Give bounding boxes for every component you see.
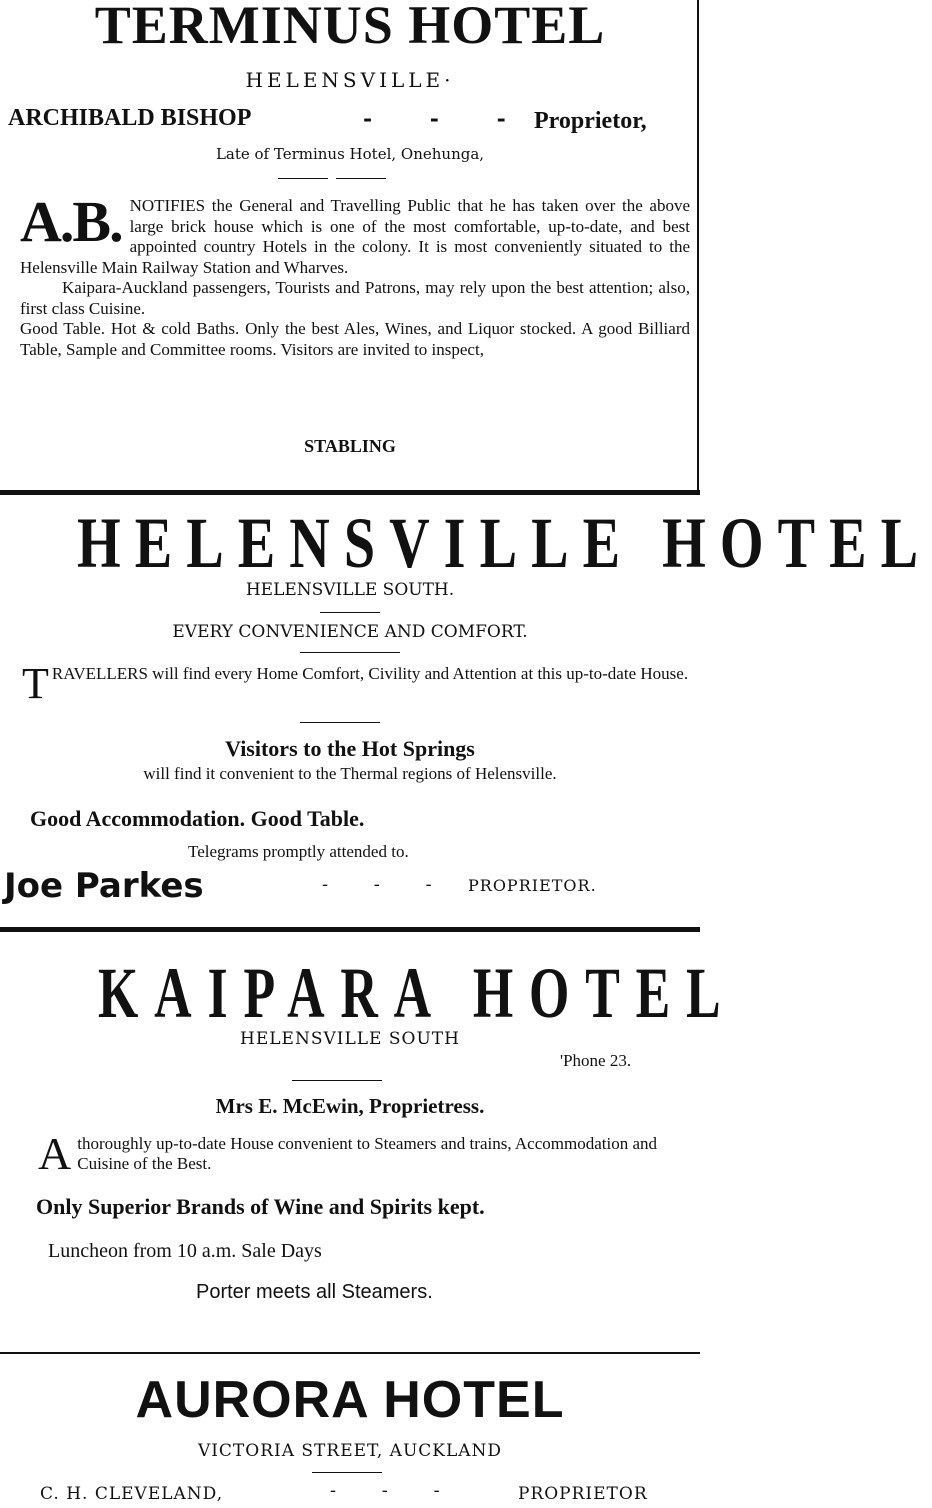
helensville-convenience: EVERY CONVENIENCE AND COMFORT. (172, 622, 528, 642)
section-divider (0, 490, 700, 495)
helensville-body-text: RAVELLERS will find every Home Comfort, Civility and Attention at this up-to-date House. (51, 664, 689, 683)
divider (292, 1080, 382, 1081)
kaipara-porter: Porter meets all Steamers. (196, 1281, 433, 1303)
helensville-subtitle: HELENSVILLE SOUTH. (245, 580, 455, 600)
helensville-accommodation: Good Accommodation. Good Table. (30, 806, 365, 831)
terminus-para-3: Good Table. Hot & cold Baths. Only the best Ales, Wines, and Liquor stocked. A good Billiard Table, Sample and Committee rooms. Visitors are invited to inspect, (20, 319, 690, 359)
kaipara-wine: Only Superior Brands of Wine and Spirits kept. (36, 1194, 485, 1219)
helensville-proprietor-role: PROPRIETOR. (468, 876, 597, 895)
aurora-subtitle: VICTORIA STREET, AUCKLAND (197, 1441, 503, 1461)
terminus-town: HELENSVILLE· (245, 68, 455, 92)
helensville-proprietor-name: Joe Parkes (4, 866, 204, 906)
terminus-dashes: - - - (363, 106, 506, 132)
kaipara-subtitle: HELENSVILLE SOUTH (240, 1029, 460, 1049)
aurora-title: AURORA HOTEL (135, 1371, 565, 1429)
helensville-title: HELENSVILLE HOTEL (77, 503, 932, 583)
terminus-late-of: Late of Terminus Hotel, Onehunga, (215, 145, 485, 163)
kaipara-proprietress: Mrs E. McEwin, Proprietress. (215, 1094, 485, 1118)
section-divider (0, 927, 700, 932)
aurora-proprietor-role: PROPRIETOR (518, 1484, 648, 1504)
terminus-para-2: Kaipara-Auckland passengers, Tourists and Patrons, may rely upon the best attention; also, first class Cuisine. (20, 278, 690, 318)
kaipara-body-text: thoroughly up-to-date House convenient to Steamers and trains, Accommodation and Cuisine of the Best. (77, 1134, 657, 1173)
terminus-stabling: STABLING (304, 436, 396, 456)
kaipara-title: KAIPARA HOTEL (97, 953, 737, 1033)
divider (278, 178, 328, 179)
kaipara-phone: 'Phone 23. (560, 1051, 632, 1070)
section-divider (0, 1352, 700, 1354)
terminus-drop-cap: A.B. (20, 189, 122, 254)
helensville-convenient: will find it convenient to the Thermal regions of Helensville. (143, 764, 557, 783)
kaipara-luncheon: Luncheon from 10 a.m. Sale Days (48, 1240, 322, 1262)
helensville-dashes: - - - (322, 874, 432, 895)
aurora-proprietor-name: C. H. CLEVELAND, (40, 1484, 224, 1504)
divider (320, 612, 380, 613)
helensville-telegrams: Telegrams promptly attended to. (188, 842, 409, 861)
helensville-body (22, 659, 692, 708)
kaipara-body (38, 1128, 698, 1179)
divider (312, 1472, 382, 1473)
divider (300, 652, 400, 653)
terminus-para-1: NOTIFIES the General and Travelling Public that he has taken over the above large brick house which is one of the most comfortable, up-to-date, and best appointed country Hotels in the colony. It is most conveniently situated to the Helensville Main Railway Station and Wharves. (20, 196, 690, 277)
kaipara-drop-cap: A (38, 1128, 72, 1179)
aurora-dashes: - - - (330, 1480, 440, 1501)
terminus-proprietor-role: Proprietor, (534, 108, 647, 134)
divider (300, 722, 380, 723)
divider (336, 178, 386, 179)
terminus-proprietor-name: ARCHIBALD BISHOP (8, 105, 252, 131)
terminus-title: TERMINUS HOTEL (94, 0, 606, 55)
terminus-body (20, 189, 690, 360)
helensville-drop-cap: T (22, 659, 49, 708)
helensville-visitors: Visitors to the Hot Springs (225, 736, 475, 761)
